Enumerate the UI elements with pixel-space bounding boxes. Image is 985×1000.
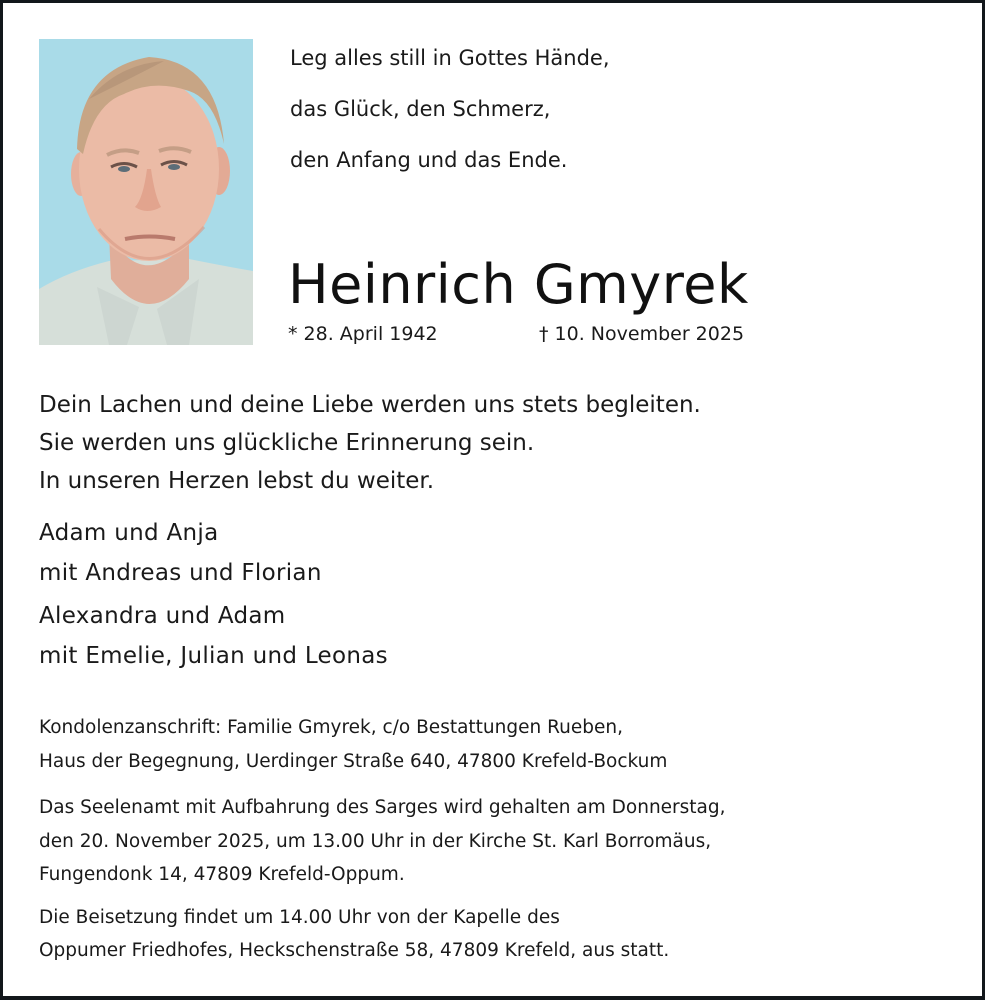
condolence-address-line-2: Haus der Begegnung, Uerdinger Straße 640, 47800 Krefeld-Bockum	[39, 751, 668, 772]
poem-line-1: Leg alles still in Gottes Hände,	[290, 46, 610, 70]
deceased-name: Heinrich Gmyrek	[288, 253, 749, 316]
birth-date: * 28. April 1942	[288, 323, 438, 345]
family-line-3: Alexandra und Adam	[39, 603, 286, 629]
burial-line-2: Oppumer Friedhofes, Heckschenstraße 58, 47809 Krefeld, aus statt.	[39, 940, 670, 961]
condolence-address-line-1: Kondolenzanschrift: Familie Gmyrek, c/o Bestattungen Rueben,	[39, 717, 623, 738]
death-date: † 10. November 2025	[539, 323, 745, 345]
requiem-line-3: Fungendonk 14, 47809 Krefeld-Oppum.	[39, 864, 405, 885]
requiem-line-1: Das Seelenamt mit Aufbahrung des Sarges wird gehalten am Donnerstag,	[39, 797, 726, 818]
quote-line-2: Sie werden uns glückliche Erinnerung sein.	[39, 430, 535, 456]
poem-line-3: den Anfang und das Ende.	[290, 148, 568, 172]
poem-line-2: das Glück, den Schmerz,	[290, 97, 551, 121]
burial-line-1: Die Beisetzung findet um 14.00 Uhr von der Kapelle des	[39, 907, 560, 928]
quote-line-3: In unseren Herzen lebst du weiter.	[39, 468, 435, 494]
family-line-2: mit Andreas und Florian	[39, 560, 322, 586]
family-line-4: mit Emelie, Julian und Leonas	[39, 643, 388, 669]
family-line-1: Adam und Anja	[39, 520, 219, 546]
requiem-line-2: den 20. November 2025, um 13.00 Uhr in der Kirche St. Karl Borromäus,	[39, 831, 712, 852]
quote-line-1: Dein Lachen und deine Liebe werden uns stets begleiten.	[39, 392, 701, 418]
portrait-photo	[39, 39, 253, 345]
